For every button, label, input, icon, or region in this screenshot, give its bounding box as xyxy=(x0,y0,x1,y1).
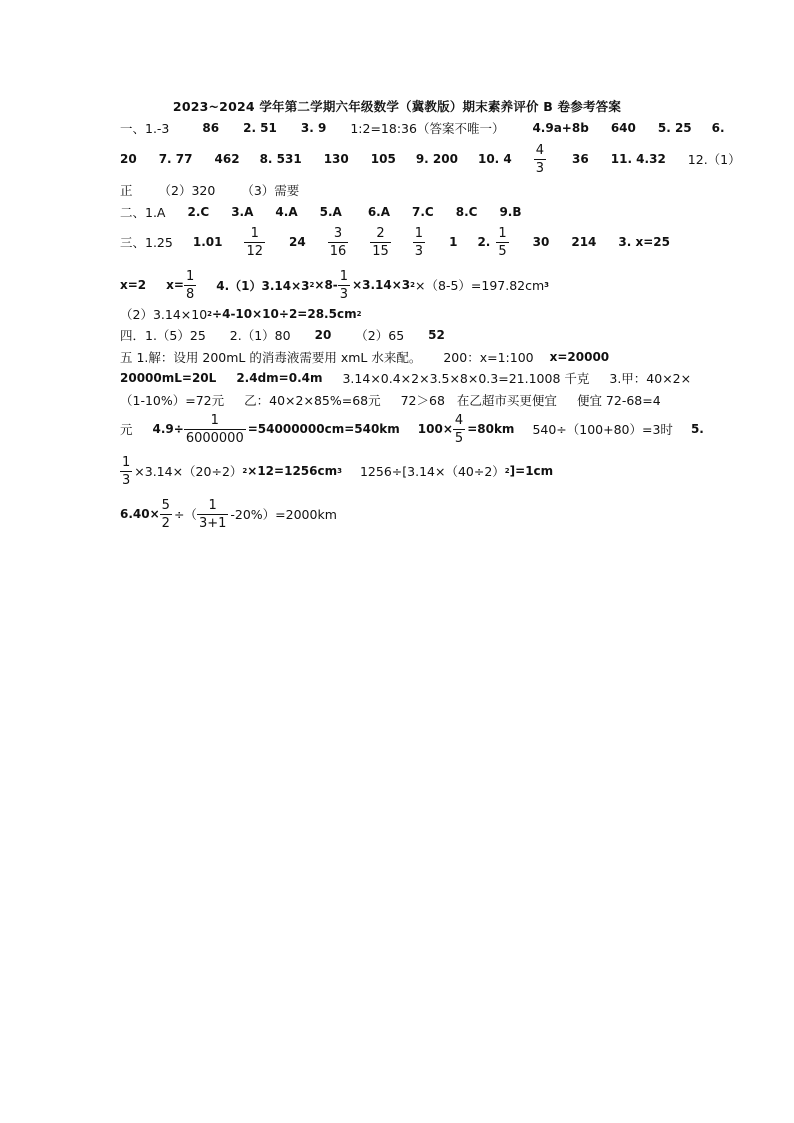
answer-text: 462 xyxy=(214,152,240,166)
fraction-denominator: 5 xyxy=(498,243,507,259)
section-4-line xyxy=(120,325,445,345)
exponent: 2 xyxy=(242,467,248,475)
answer-text: 6.A xyxy=(367,205,391,219)
answer-text: x=2 xyxy=(120,278,147,292)
answer-text: 12.（1） xyxy=(687,152,741,167)
answer-text: 4.（1）3.14×3 xyxy=(216,278,310,293)
section-3-line-3 xyxy=(120,304,361,324)
exponent: 2 xyxy=(309,281,315,289)
answer-text: 正 xyxy=(120,183,133,198)
section-5-line-6 xyxy=(120,497,337,531)
answer-text: 130 xyxy=(323,152,349,166)
answer-text: 3. x=25 xyxy=(618,235,670,249)
fraction-denominator: 8 xyxy=(185,286,195,302)
answer-text: ÷（ xyxy=(173,507,197,522)
answer-text: 10. 4 xyxy=(477,152,512,166)
answer-text: （2）65 xyxy=(355,328,405,343)
answer-text: （3）需要 xyxy=(241,183,300,198)
answer-text: 在乙超市买更便宜 xyxy=(456,393,557,408)
answer-text: 4.9a+8b xyxy=(532,121,589,135)
answer-text: 540÷（100+80）=3时 xyxy=(532,422,673,437)
answer-text: 24 xyxy=(289,235,306,249)
answer-text: 2. xyxy=(477,235,491,249)
answer-text: 2. 51 xyxy=(243,121,277,135)
section-5-line-4 xyxy=(120,414,704,444)
answer-text: 20 xyxy=(120,152,137,166)
answer-text: 三、1.25 xyxy=(120,235,173,250)
fraction xyxy=(496,226,508,259)
fraction xyxy=(413,226,425,259)
fraction-numerator: 1 xyxy=(122,454,131,470)
fraction-denominator: 3 xyxy=(535,160,545,176)
fraction-denominator: 16 xyxy=(329,243,347,259)
exponent: 2 xyxy=(410,281,416,289)
answer-text: 1.01 xyxy=(192,235,223,249)
fraction-denominator: 6000000 xyxy=(185,430,244,446)
answer-text: 1:2=18:36（答案不唯一） xyxy=(350,121,505,136)
fraction-numerator: 1 xyxy=(339,268,349,284)
fraction-numerator: 2 xyxy=(376,225,385,241)
fraction xyxy=(184,413,246,446)
answer-text: 6. xyxy=(711,121,725,135)
answer-text: x=20000 xyxy=(549,350,610,364)
exponent: 2 xyxy=(207,310,213,318)
answer-text: 20 xyxy=(314,328,332,342)
answer-text: （2）320 xyxy=(158,183,216,198)
answer-text: 乙：40×2×85%=68元 xyxy=(244,393,381,408)
fraction xyxy=(328,226,349,259)
exponent: 2 xyxy=(356,310,362,318)
fraction-denominator: 3 xyxy=(339,286,349,302)
fraction xyxy=(244,226,265,259)
answer-text: 3. 9 xyxy=(300,121,327,135)
fraction xyxy=(370,226,391,259)
answer-text: 4.9÷ xyxy=(152,422,184,436)
answer-text: 7.C xyxy=(412,205,434,219)
answer-text: 元 xyxy=(120,422,133,437)
section-5-line-2 xyxy=(120,368,691,388)
answer-text: 五 1.解：设用 200mL 的消毒液需要用 xmL 水来配。 xyxy=(120,350,422,365)
answer-text: 3.A xyxy=(231,205,254,219)
answer-text: -20%）=2000km xyxy=(230,507,337,522)
fraction-numerator: 1 xyxy=(210,412,219,428)
section-3-line-1 xyxy=(120,225,670,259)
exponent: 2 xyxy=(504,467,510,475)
answer-text: 3.甲：40×2× xyxy=(609,371,692,386)
fraction-denominator: 3 xyxy=(122,472,131,488)
answer-text: 11. 4.32 xyxy=(610,152,666,166)
answer-text: 72＞68 xyxy=(400,393,445,408)
fraction-numerator: 1 xyxy=(498,225,507,241)
answer-text: 86 xyxy=(202,121,220,135)
answer-text: 20000mL=20L xyxy=(120,371,217,385)
fraction-numerator: 1 xyxy=(208,497,217,513)
fraction xyxy=(453,413,465,446)
answer-text: 一、1.-3 xyxy=(120,121,170,136)
fraction-numerator: 1 xyxy=(185,268,195,284)
answer-text: =80km xyxy=(467,422,515,436)
answer-text: ÷4-10×10÷2=28.5cm xyxy=(212,307,357,321)
answer-text: ×12=1256cm xyxy=(247,464,338,478)
answer-text: 6.40× xyxy=(120,507,160,521)
fraction xyxy=(160,498,172,531)
fraction-numerator: 5 xyxy=(161,497,170,513)
section-5-line-5 xyxy=(120,454,554,488)
answer-text: ×3.14×3 xyxy=(352,278,411,292)
section-1-line-1 xyxy=(120,118,725,138)
answer-text: 100× xyxy=(417,422,453,436)
answer-text: （2）3.14×10 xyxy=(120,307,208,322)
answer-text: （1-10%）=72元 xyxy=(120,393,225,408)
answer-text: 1256÷[3.14×（40÷2） xyxy=(359,464,505,479)
fraction xyxy=(197,498,228,531)
answer-text: 2.4dm=0.4m xyxy=(236,371,323,385)
fraction xyxy=(184,269,196,302)
answer-text: 5.A xyxy=(319,205,342,219)
fraction-denominator: 2 xyxy=(161,515,170,531)
fraction-denominator: 3 xyxy=(414,243,424,259)
exponent: 3 xyxy=(544,281,550,289)
answer-text: 3.14×0.4×2×3.5×8×0.3=21.1008 千克 xyxy=(342,371,590,386)
fraction-denominator: 3+1 xyxy=(198,515,227,531)
answer-text: 2.（1）80 xyxy=(229,328,291,343)
fraction xyxy=(120,455,132,488)
answer-text: 5. xyxy=(690,422,704,436)
section-5-line-3 xyxy=(120,390,661,410)
answer-text: 便宜 72-68=4 xyxy=(576,393,661,408)
fraction xyxy=(338,269,350,302)
answer-text: ×8- xyxy=(314,278,338,292)
fraction-denominator: 12 xyxy=(246,243,263,259)
answer-text: ]=1cm xyxy=(509,464,554,478)
answer-text: 214 xyxy=(571,235,597,249)
answer-text: 30 xyxy=(532,235,550,249)
exponent: 3 xyxy=(337,467,342,475)
answer-text: 4.A xyxy=(275,205,298,219)
fraction-numerator: 1 xyxy=(414,225,424,241)
answer-text: 二、1.A xyxy=(120,205,166,220)
answer-text: 640 xyxy=(610,121,636,135)
section-3-line-2 xyxy=(120,268,550,302)
fraction-numerator: 4 xyxy=(454,412,464,428)
document-title: 2023~2024 学年第二学期六年级数学（冀教版）期末素养评价 B 卷参考答案 xyxy=(172,99,622,114)
fraction xyxy=(534,143,546,176)
answer-text: 9. 200 xyxy=(415,152,458,166)
fraction-numerator: 1 xyxy=(250,225,259,241)
answer-text: 36 xyxy=(572,152,589,166)
answer-text: =54000000cm=540km xyxy=(247,422,400,436)
answer-text: 7. 77 xyxy=(158,152,193,166)
answer-text: 52 xyxy=(428,328,445,342)
fraction-denominator: 15 xyxy=(372,243,389,259)
answer-text: 5. 25 xyxy=(657,121,692,135)
answer-text: 2.C xyxy=(187,205,210,219)
answer-text: 8. 531 xyxy=(259,152,302,166)
answer-text: ×3.14×（20÷2） xyxy=(134,464,243,479)
answer-text: x= xyxy=(166,278,184,292)
answer-text: 9.B xyxy=(499,205,522,219)
section-5-line-1 xyxy=(120,347,609,367)
fraction-numerator: 3 xyxy=(333,225,343,241)
section-2-line xyxy=(120,202,522,222)
fraction-numerator: 4 xyxy=(535,142,545,158)
section-1-line-2 xyxy=(120,142,741,176)
answer-text: 1 xyxy=(449,235,458,249)
answer-text: 200：x=1:100 xyxy=(443,350,534,365)
fraction-denominator: 5 xyxy=(454,430,464,446)
answer-text: 105 xyxy=(370,152,396,166)
answer-text: 四．1.（5）25 xyxy=(120,328,206,343)
section-1-line-3 xyxy=(120,180,299,200)
answer-text: 8.C xyxy=(455,205,478,219)
answer-text: ×（8-5）=197.82cm xyxy=(415,278,545,293)
